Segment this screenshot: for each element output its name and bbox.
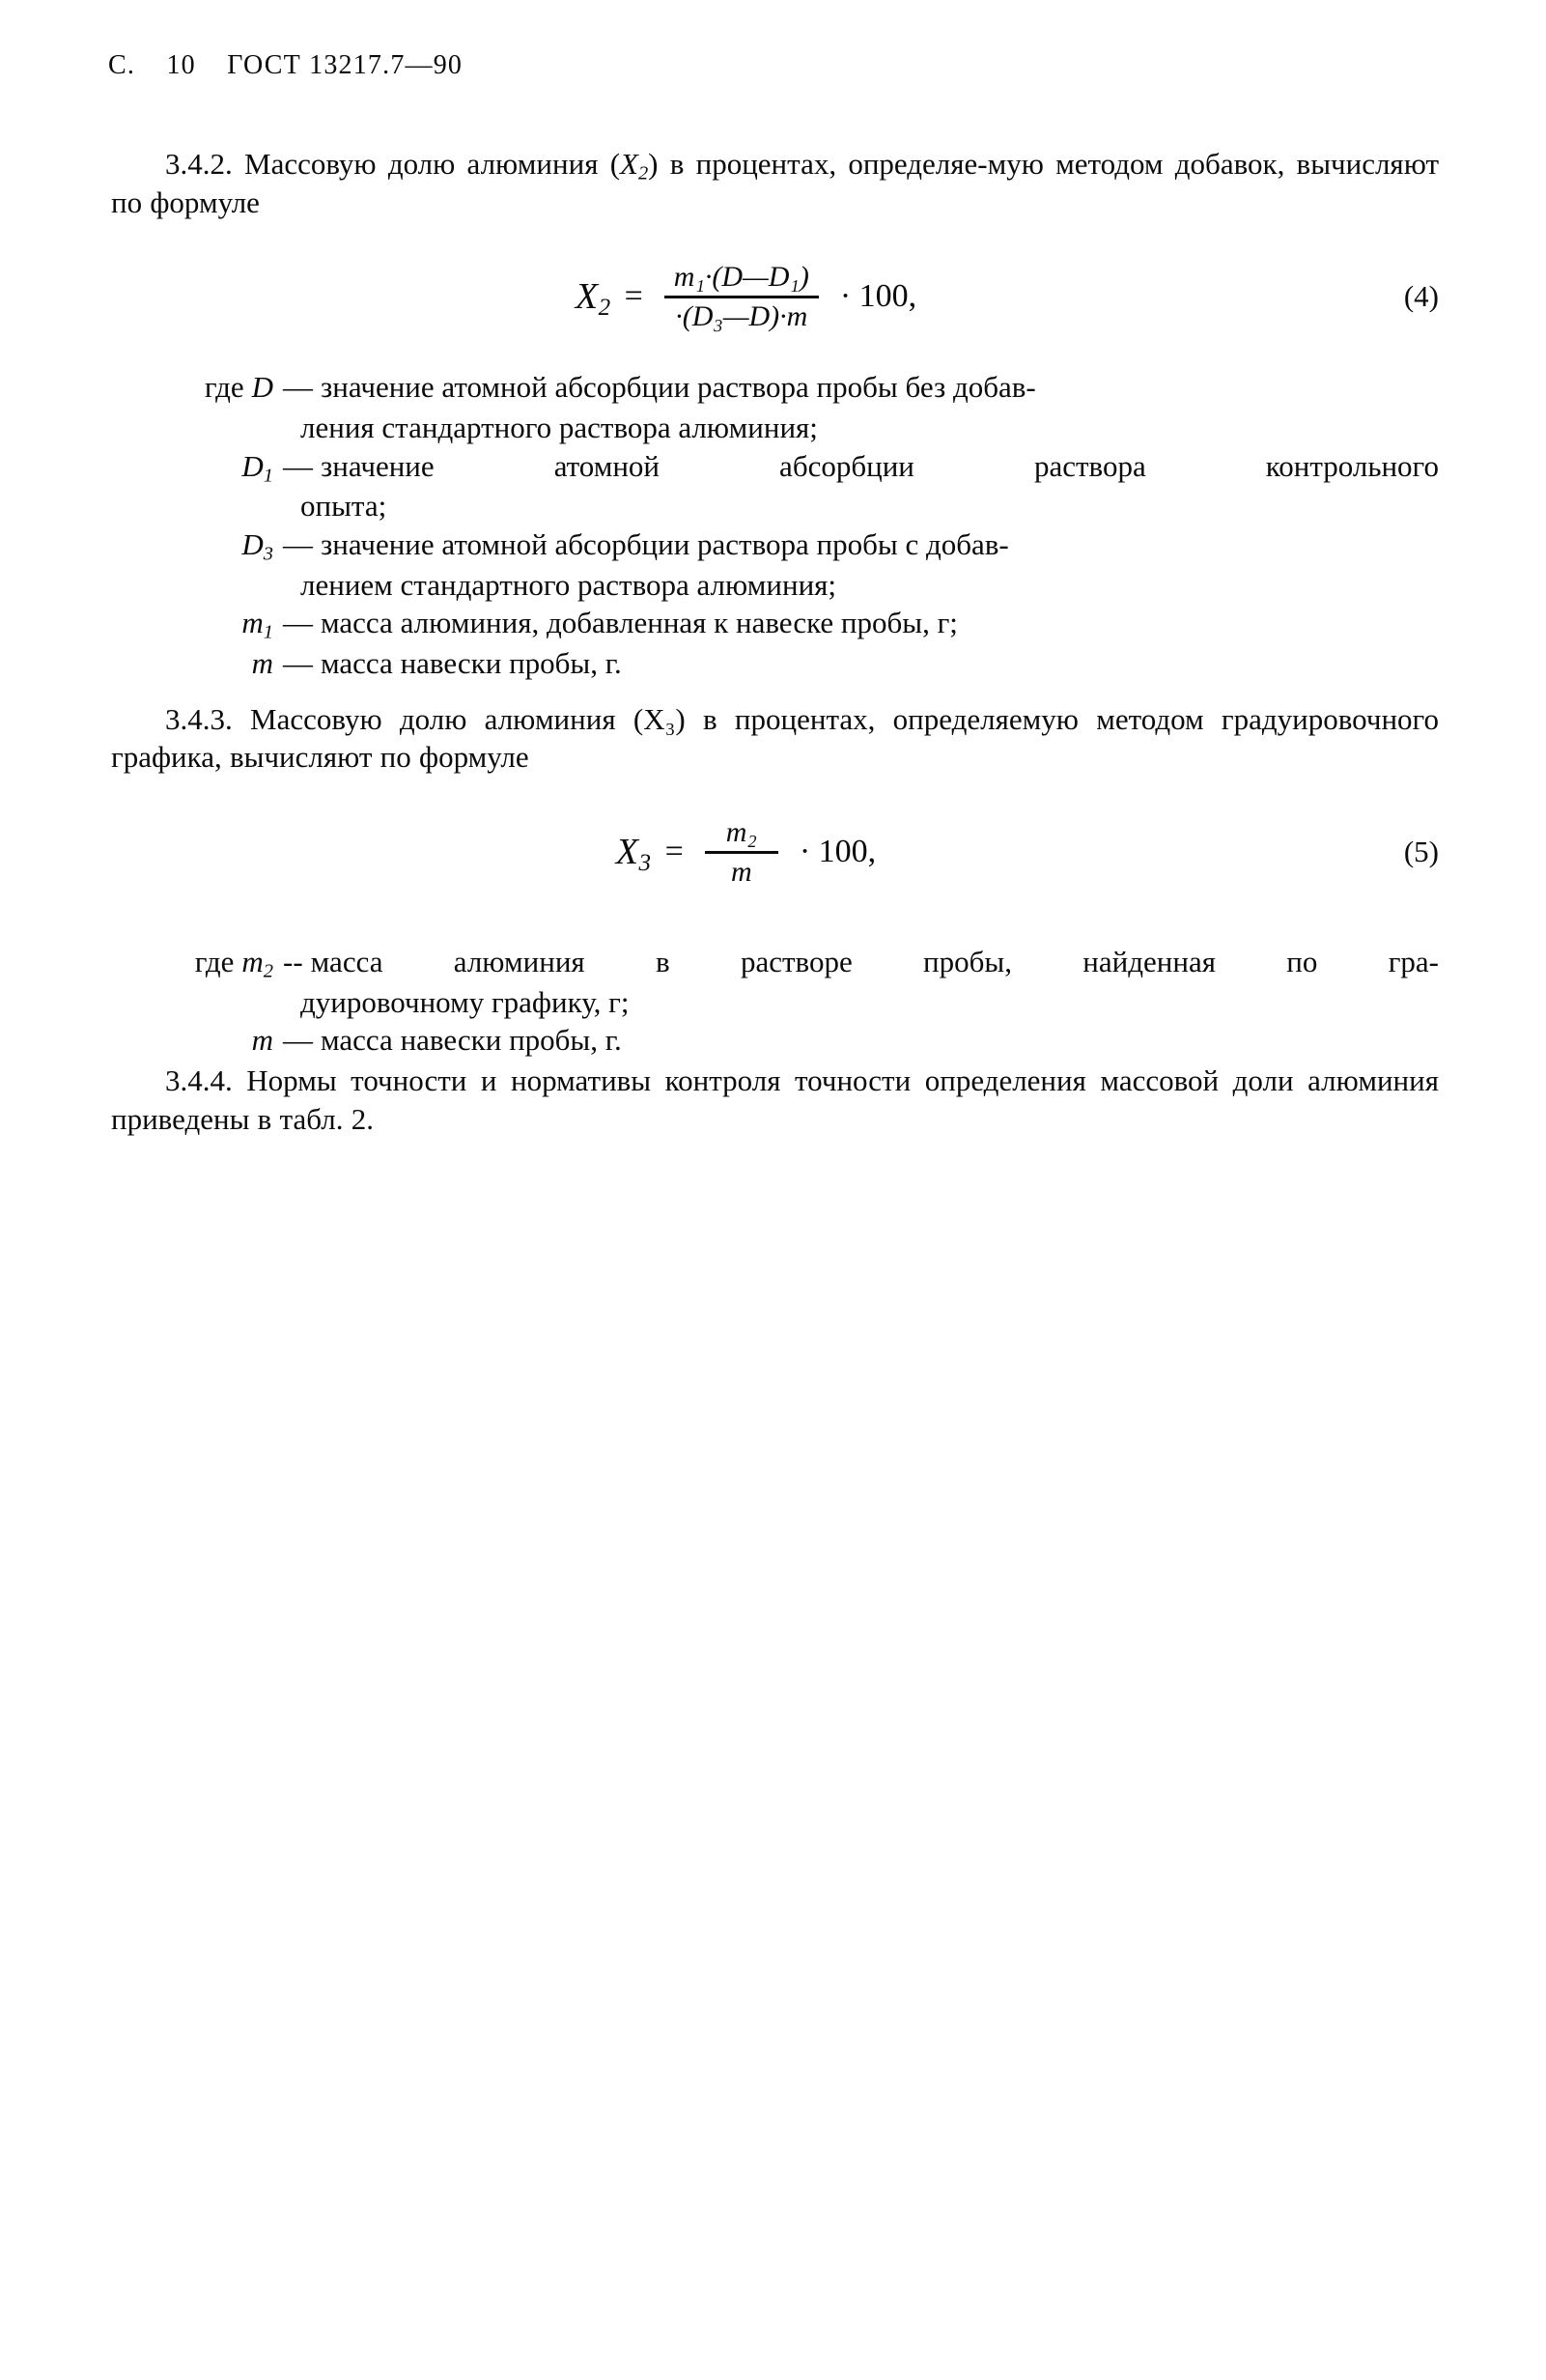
definition-row-D: [111, 368, 1439, 407]
paragraph-3-4-2-text-before: Массовую долю алюминия (: [244, 147, 621, 181]
page-number: 10: [166, 50, 196, 80]
paragraph-3-4-4: 3.4.4. Нормы точности и нормативы контроля точности определения массовой доли алюминия приведены в табл. 2.: [111, 1063, 1439, 1136]
paragraph-3-4-2-symbol-sub: 2: [637, 162, 649, 184]
definition-text-D-line2: ления стандартного раствора алюминия;: [300, 411, 818, 445]
definition-text-m-line1: масса навески пробы, г.: [321, 646, 622, 681]
spacer-2: [111, 923, 1439, 939]
paragraph-3-4-2-text-after: ) в процентах, определяе-мую методом добавок, вычисляют по формуле: [111, 147, 1439, 219]
formula-4-lhs: $X_2$: [575, 276, 611, 322]
definition-symbol-m: m: [251, 646, 273, 681]
definition-lead-m: [111, 644, 273, 683]
formula-5-equals: =: [664, 834, 684, 870]
formula-5-numerator: m₂: [725, 815, 757, 848]
formula-4-row: [111, 250, 1439, 343]
page-marker-label: С.: [108, 50, 136, 80]
definition-dash-D3: —: [283, 527, 313, 562]
definition-lead-D1: [111, 447, 273, 486]
definition-text-D-line1: значение атомной абсорбции раствора пробы без добав-: [321, 370, 1036, 405]
paragraph-3-4-2-symbol: X: [620, 147, 638, 181]
formula-5: [616, 816, 876, 888]
paragraph-3-4-3: 3.4.3. Массовую долю алюминия (X₃) в процентах, определяемую методом градуировочного графика, вычисляют по формуле: [111, 701, 1439, 775]
definition-dash-m-2: —: [283, 1023, 313, 1058]
definition-symbol-m-2: m: [251, 1023, 273, 1058]
formula-4-fraction-bar: [664, 296, 819, 298]
definition-row-D3: [111, 525, 1439, 564]
gde-label: где: [204, 370, 244, 405]
standard-designation: ГОСТ 13217.7—90: [227, 50, 464, 80]
definition-row-m2: [111, 943, 1439, 981]
formula-4: [576, 261, 916, 332]
definition-lead-D3: [111, 525, 273, 564]
formula-5-lhs: $X_3$: [615, 832, 652, 877]
definition-text-D3-line2: лением стандартного раствора алюминия;: [300, 567, 837, 602]
formula-4-numerator: m₁·(D—D₁): [673, 261, 809, 294]
definition-symbol-D: D: [251, 370, 273, 405]
formula-5-tail: · 100,: [799, 834, 877, 870]
formula-4-fraction: [664, 261, 819, 332]
definition-dash-D1: —: [283, 448, 313, 483]
formula-4-number: (4): [1403, 279, 1439, 314]
definition-text-D1-line1: значение атомной абсорбции раствора контрольного: [321, 448, 1439, 483]
definition-text-D3-line1: значение атомной абсорбции раствора пробы с добав-: [321, 527, 1009, 562]
definition-text-m1-line1: масса алюминия, добавленная к навеске пробы, г;: [321, 606, 958, 640]
definition-symbol-m1: $m_1$: [241, 606, 273, 644]
definition-dash-m1: —: [283, 606, 313, 640]
paragraph-3-4-2: [111, 145, 1439, 221]
formula-4-denominator: ·(D₃—D)·m: [675, 299, 808, 332]
definition-lead-D: [111, 368, 273, 407]
paragraph-3-4-2-number: 3.4.2.: [165, 147, 233, 181]
definition-row-m1: [111, 604, 1439, 642]
definition-text-m-2-line1: масса навески пробы, г.: [321, 1023, 622, 1058]
definition-row-m: [111, 644, 1439, 683]
formula-4-equals: =: [624, 278, 643, 315]
page-content: [111, 145, 1439, 1138]
formula-4-tail: · 100,: [839, 278, 917, 315]
definition-text-D1-line2: опыта;: [300, 489, 387, 524]
formula-5-row: [111, 806, 1439, 898]
definition-lead-m1: [111, 604, 273, 642]
spacer-1: [111, 685, 1439, 700]
definition-symbol-D3: $D_3$: [241, 527, 273, 565]
gde-label-2: где: [194, 945, 235, 979]
definition-text-m2-line2: дуировочному графику, г;: [300, 984, 630, 1019]
formula-5-fraction-bar: [705, 851, 778, 854]
definition-lead-m2: [111, 943, 273, 981]
definition-symbol-D1: $D_1$: [241, 448, 273, 487]
definition-dash-m: —: [283, 646, 313, 681]
definition-symbol-m2: $m_2$: [241, 945, 273, 982]
definition-row-m-2: [111, 1021, 1439, 1060]
running-head: [108, 50, 463, 81]
definition-dash-m2: --: [283, 945, 303, 979]
definition-lead-m-2: [111, 1021, 273, 1060]
where-block-2: [111, 943, 1439, 1060]
where-block-1: [111, 368, 1439, 682]
definition-row-D1: [111, 447, 1439, 486]
formula-5-number: (5): [1403, 835, 1439, 869]
definition-dash-D: —: [283, 370, 313, 405]
formula-5-denominator: m: [730, 855, 752, 888]
formula-5-fraction: [705, 816, 778, 888]
definition-text-m2-line1: масса алюминия в растворе пробы, найденная по гра-: [310, 945, 1439, 979]
